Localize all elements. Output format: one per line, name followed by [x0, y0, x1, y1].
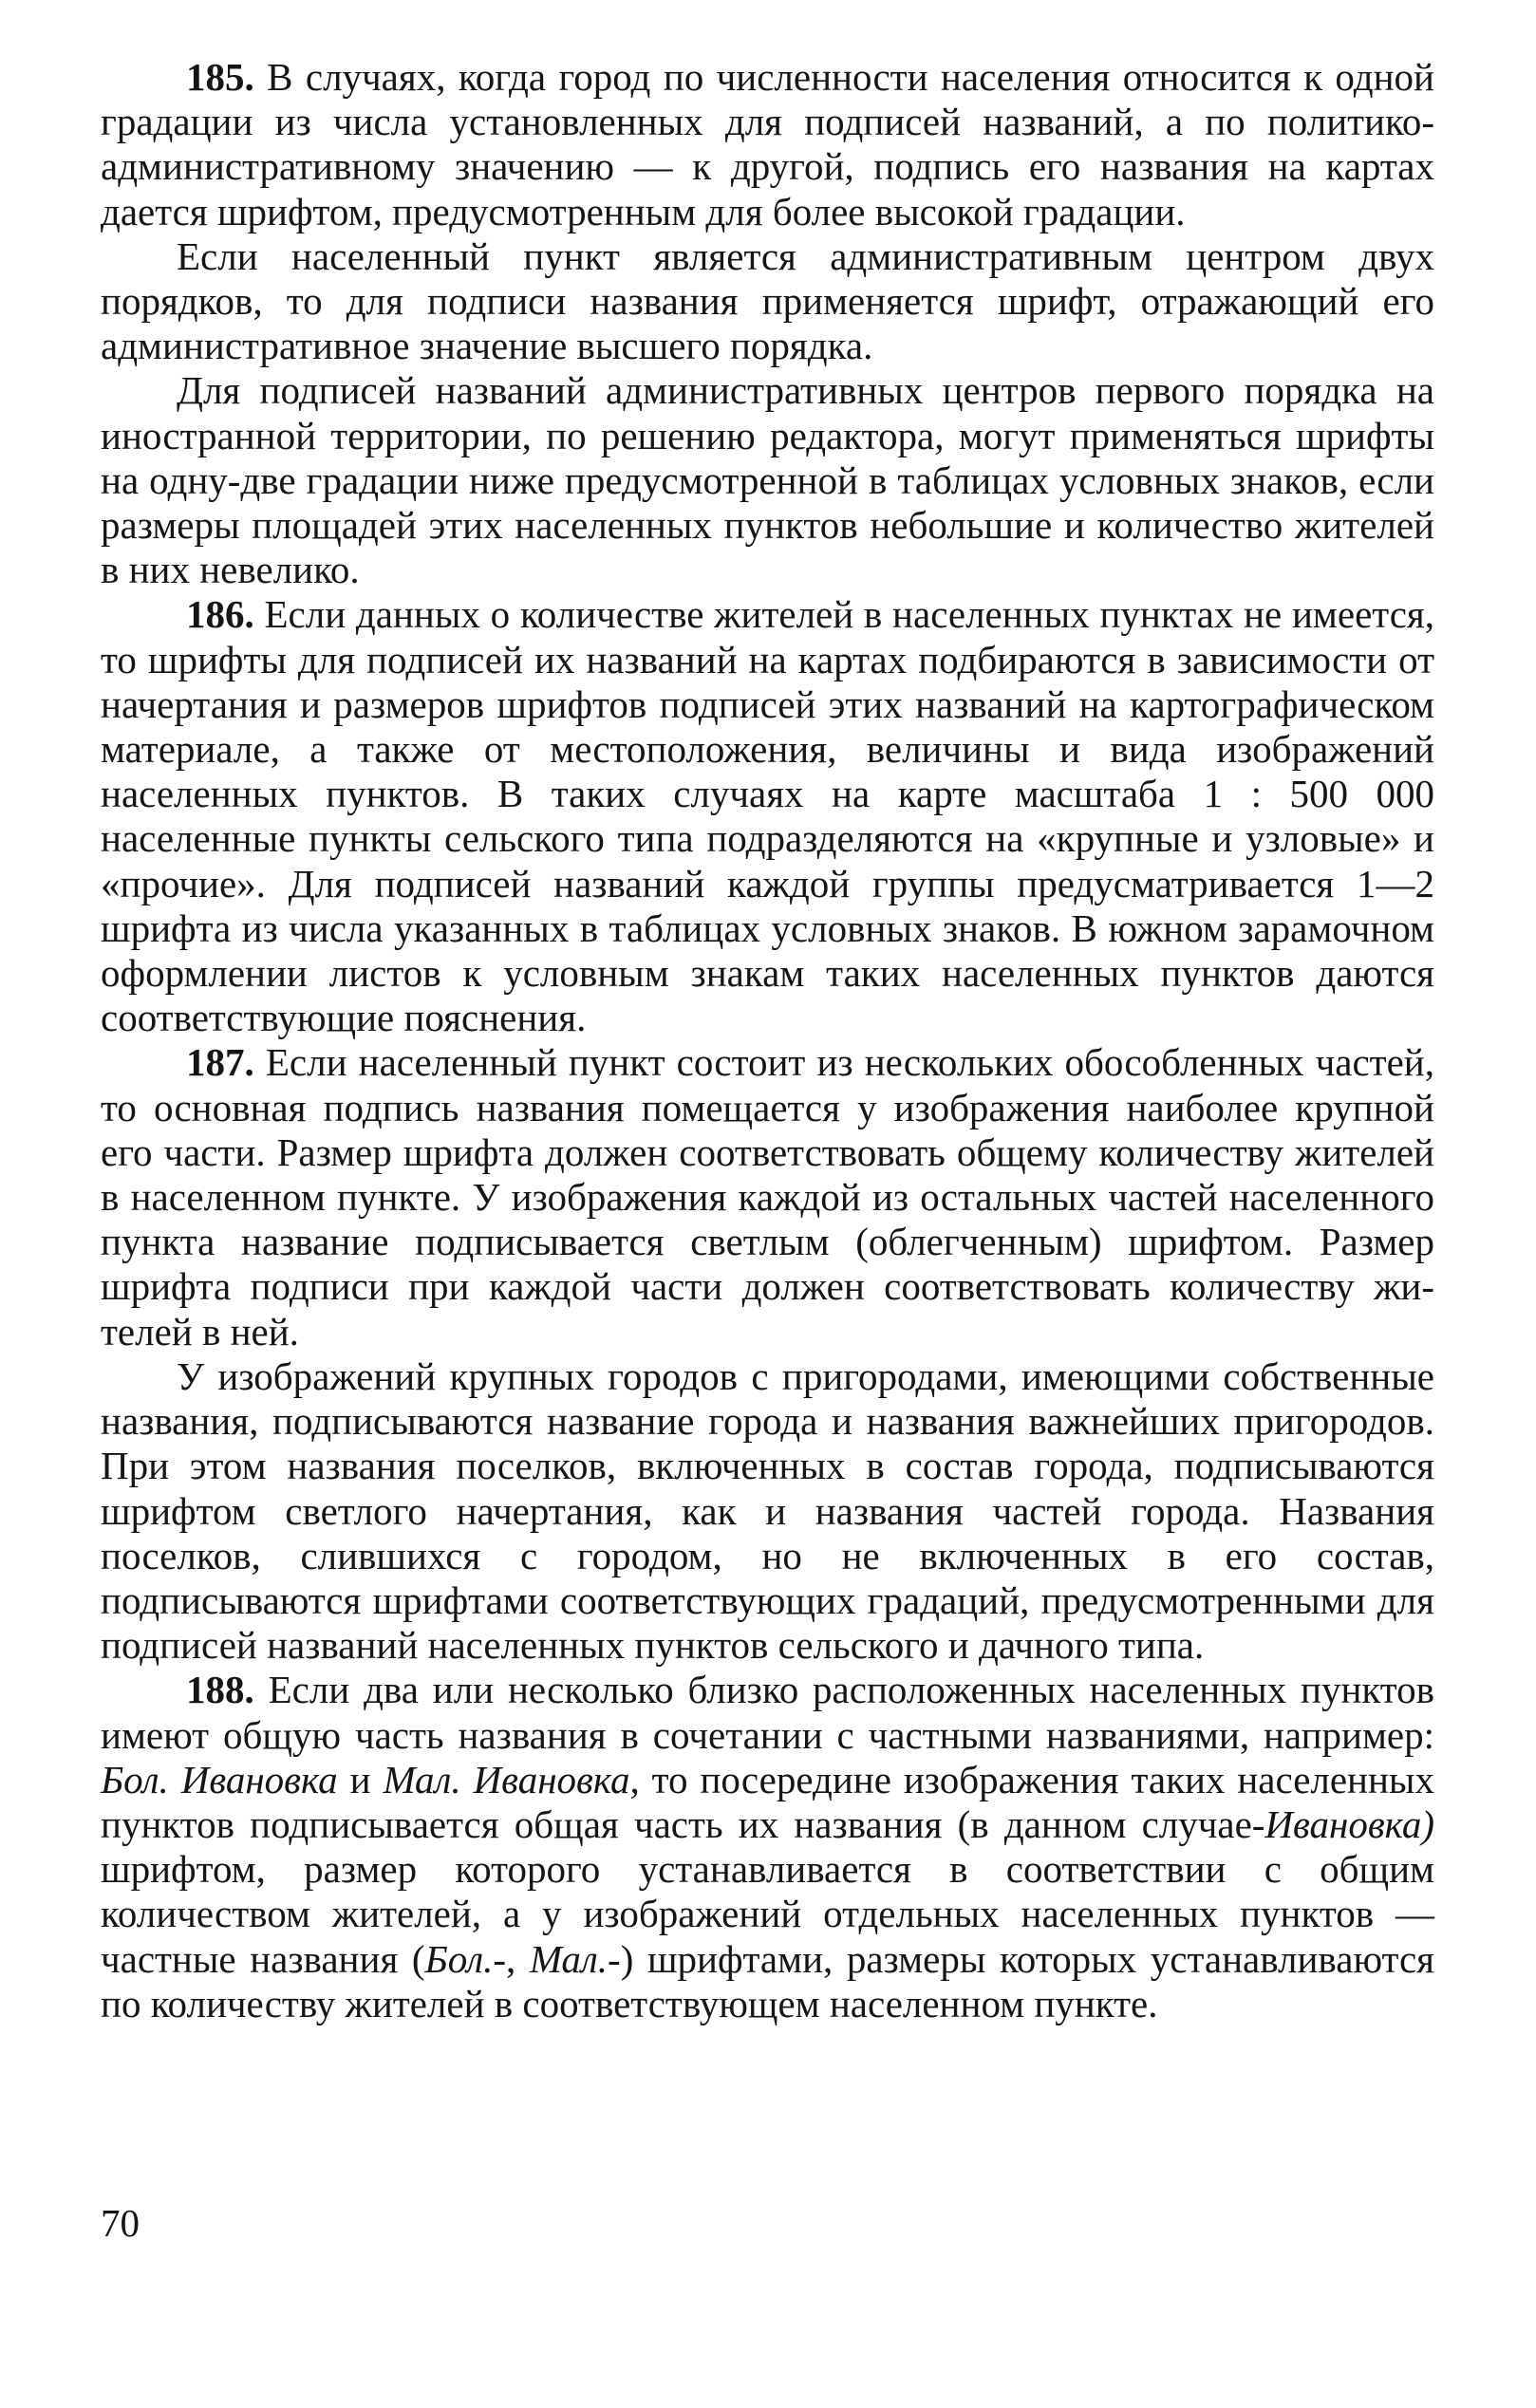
paragraph-number: 185.	[186, 55, 254, 99]
paragraph-text: , то посередине изображения таких населенных пунктов подписывается общая часть их названия (в данном случае-	[101, 1757, 1434, 1846]
paragraph-185	[101, 55, 1434, 234]
paragraph-188	[101, 1668, 1434, 2026]
paragraph-text: Если два или несколько близко расположенных населенных пунктов имеют общую часть названия в сочетании с частными названиями, например:	[101, 1668, 1434, 1757]
paragraph-text: и	[337, 1757, 384, 1801]
paragraph-186	[101, 592, 1434, 1040]
italic-place-name: Мал. Ивановка	[383, 1757, 630, 1801]
italic-place-name: Мал.-	[529, 1936, 621, 1981]
paragraph-185-foreign-territory	[101, 368, 1434, 592]
paragraph-text: Если населенный пункт является административным центром двух порядков, то для подписи названия применяется шрифт, отражающий его административное значение высшего порядка.	[101, 233, 1434, 368]
paragraph-number: 187.	[186, 1040, 254, 1085]
italic-place-name: Бол. Ивановка	[101, 1757, 338, 1801]
paragraph-text: Для подписей названий административных центров первого порядка на иностранной территории, по решению редактора, могут применяться шрифты на одну-две градации ниже предусмотренной в таблицах условных знаков, если размеры площадей этих населенных пунктов небольшие и количество жителей в них невелико.	[101, 368, 1434, 592]
paragraph-187	[101, 1040, 1434, 1353]
italic-place-name: Ивановка)	[1264, 1801, 1434, 1846]
paragraph-text: ,	[506, 1936, 530, 1981]
paragraph-text: Если населенный пункт состоит из нескольких обособленных частей, то основная подпись названия помещается у изображения наиболее крупной его части. Размер шрифта должен соответствовать общему количеству жителей в населенном пункте. У изображения каждой из остальных частей населенного пункта название подписывается светлым (облегченным) шрифтом. Размер шрифта подписи при каждой части должен соответствовать количеству жителей в ней.	[101, 1040, 1434, 1353]
paragraph-text: Если данных о количестве жителей в населенных пунктах не имеется, то шрифты для подписей их названий на картах подбираются в зависимости от начертания и размеров шрифтов подписей этих названий на картографическом материале, а также от местоположения, величины и вида изображений населенных пунктов. В таких случаях на карте масштаба 1 : 500 000 населенные пункты сельского типа подразделяются на «крупные и узловые» и «прочие». Для подписей названий каждой группы предусматривается 1—2 шрифта из числа указанных в таблицах условных знаков. В южном зарамочном оформлении листов к условным знакам таких населенных пунктов даются соответствующие пояснения.	[101, 592, 1434, 1040]
paragraph-187-suburbs	[101, 1354, 1434, 1668]
paragraph-text: У изображений крупных городов с пригородами, имеющими собственные названия, подписываются название города и названия важнейших пригородов. При этом названия поселков, включенных в состав города, подписываются шрифтом светлого начертания, как и названия частей города. Названия поселков, слившихся с городом, но не включенных в его состав, подписываются шрифтами соответствующих градаций, предусмотренными для подписей названий населенных пунктов сельского и дачного типа.	[101, 1353, 1434, 1668]
paragraph-number: 188.	[186, 1668, 254, 1712]
italic-place-name: Бол.-	[424, 1936, 506, 1981]
paragraph-text: В случаях, когда город по численности населения относится к одной градации из числа установленных для подписей названий, а по политико-административному значению — к другой, подпись его названия на картах дается шрифтом, предусмотренным для более высокой градации.	[101, 55, 1434, 233]
paragraph-185-admin-center	[101, 234, 1434, 369]
page-number: 70	[101, 2201, 140, 2245]
paragraph-text: шрифтом, размер которого устанавливается в соответствии с общим количеством жителей, а у изображений отдельных населенных пунктов — частные названия (	[101, 1847, 1434, 1981]
document-body	[101, 55, 1434, 2026]
paragraph-text: ) шрифтами, размеры которых устанавливаются по количеству жителей в соответствующем населенном пункте.	[101, 1936, 1435, 2025]
paragraph-number: 186.	[186, 592, 254, 637]
